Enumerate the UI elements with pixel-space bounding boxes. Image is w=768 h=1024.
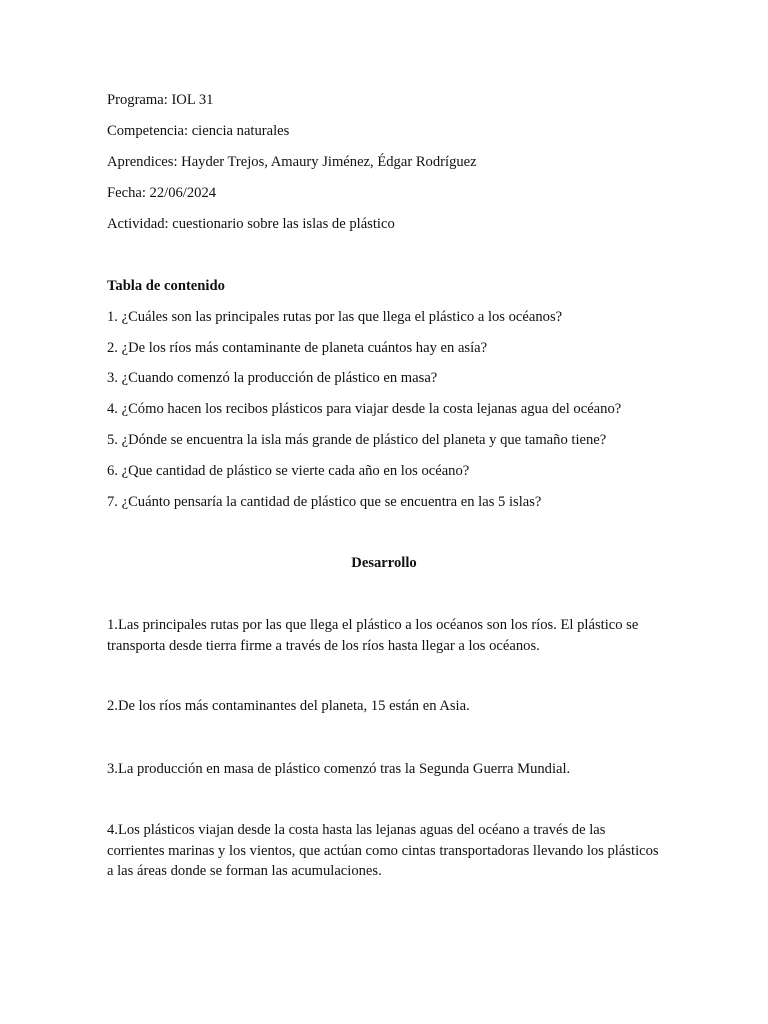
fecha-line: Fecha: 22/06/2024 xyxy=(107,185,217,201)
actividad-line: Actividad: cuestionario sobre las islas de plástico xyxy=(107,216,395,232)
toc-item: 2. ¿De los ríos más contaminante de planeta cuántos hay en asía? xyxy=(107,340,488,356)
toc-item: 4. ¿Cómo hacen los recibos plásticos para viajar desde la costa lejanas agua del océano? xyxy=(107,401,622,417)
toc-item: 5. ¿Dónde se encuentra la isla más grande de plástico del planeta y que tamaño tiene? xyxy=(107,432,607,448)
answer-paragraph: 3.La producción en masa de plástico comenzó tras la Segunda Guerra Mundial. xyxy=(107,761,571,777)
toc-item: 6. ¿Que cantidad de plástico se vierte cada año en los océano? xyxy=(107,463,470,479)
toc-title: Tabla de contenido xyxy=(107,278,225,294)
aprendices-line: Aprendices: Hayder Trejos, Amaury Jiménez, Édgar Rodríguez xyxy=(107,154,477,170)
competencia-line: Competencia: ciencia naturales xyxy=(107,123,290,139)
desarrollo-title: Desarrollo xyxy=(351,555,417,571)
answer-paragraph: 1.Las principales rutas por las que llega el plástico a los océanos son los ríos. El plástico se transporta desde tierra firme a través de los ríos hasta llegar a los océanos. xyxy=(107,617,639,654)
toc-item: 7. ¿Cuánto pensaría la cantidad de plástico que se encuentra en las 5 islas? xyxy=(107,494,542,510)
toc-item: 1. ¿Cuáles son las principales rutas por las que llega el plástico a los océanos? xyxy=(107,309,563,325)
toc-item: 3. ¿Cuando comenzó la producción de plástico en masa? xyxy=(107,370,438,386)
programa-line: Programa: IOL 31 xyxy=(107,92,214,108)
answer-paragraph: 2.De los ríos más contaminantes del planeta, 15 están en Asia. xyxy=(107,698,470,714)
answer-paragraph: 4.Los plásticos viajan desde la costa hasta las lejanas aguas del océano a través de las corrientes marinas y los vientos, que actúan como cintas transportadoras llevando los plásticos a las áreas donde se forman las acumulaciones. xyxy=(107,822,659,879)
